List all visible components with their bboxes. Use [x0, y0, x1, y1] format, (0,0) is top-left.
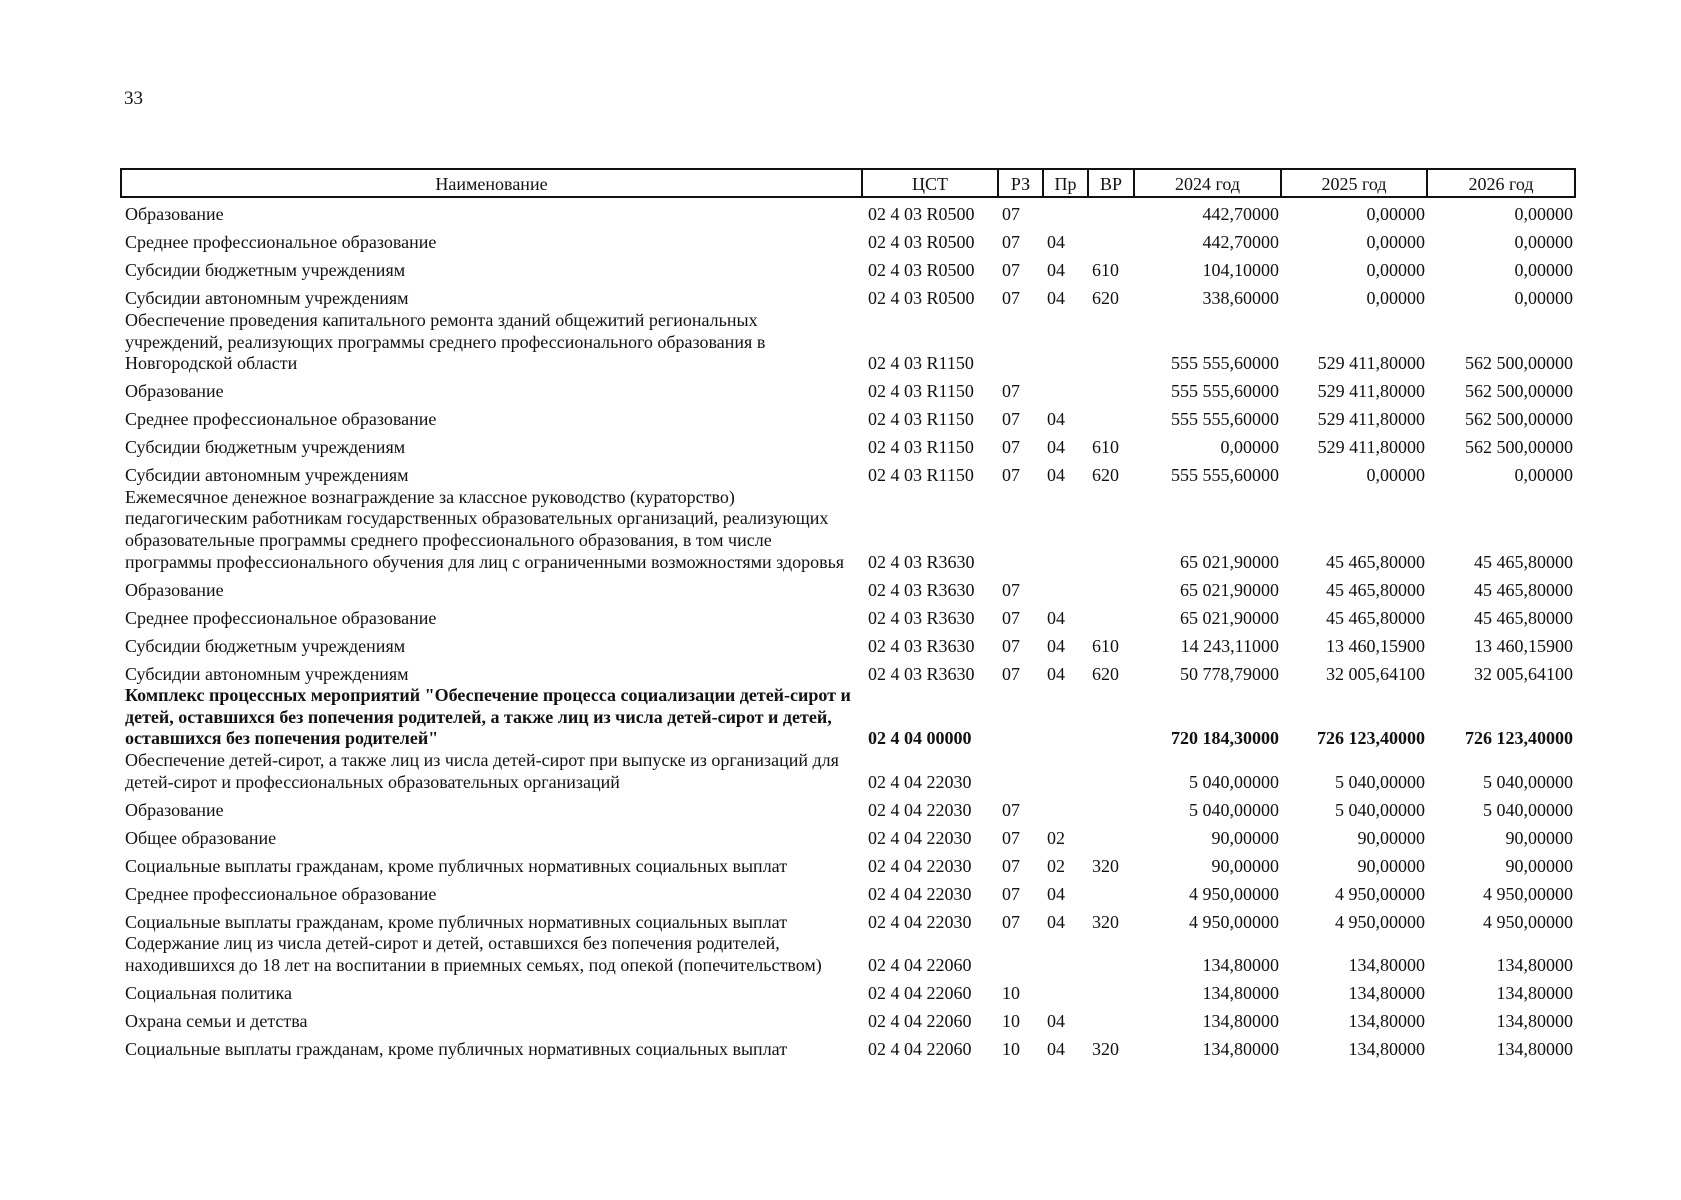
cell-pr: 04	[1047, 1010, 1065, 1031]
cell-vr	[1088, 750, 1134, 793]
cell-2026: 726 123,40000	[1465, 728, 1573, 749]
cell-pr: 04	[1047, 911, 1065, 932]
table-row	[121, 905, 1575, 933]
cell-2025: 90,00000	[1357, 827, 1425, 848]
cell-rz: 07	[1002, 381, 1020, 402]
cell-2025: 4 950,00000	[1335, 883, 1425, 904]
cell-vr	[1088, 821, 1134, 849]
cell-2024: 50 778,79000	[1180, 663, 1279, 684]
cell-2024: 90,00000	[1211, 827, 1279, 848]
cell-2026: 32 005,64100	[1474, 663, 1573, 684]
cell-cst: 02 4 03 R3630	[868, 635, 975, 656]
cell-2026: 0,00000	[1514, 204, 1573, 225]
cell-cst: 02 4 03 R0500	[868, 232, 975, 253]
header-2026: 2026 год	[1427, 169, 1575, 197]
cell-2026: 90,00000	[1505, 827, 1573, 848]
cell-rz	[998, 487, 1043, 573]
cell-2025: 134,80000	[1348, 982, 1425, 1003]
cell-rz: 07	[1002, 911, 1020, 932]
table-row	[121, 976, 1575, 1004]
cell-2025: 5 040,00000	[1335, 799, 1425, 820]
cell-name: Социальные выплаты гражданам, кроме публичных нормативных социальных выплат	[125, 855, 788, 876]
cell-2026: 5 040,00000	[1483, 799, 1573, 820]
cell-vr: 620	[1092, 663, 1119, 684]
cell-2026: 562 500,00000	[1465, 381, 1573, 402]
cell-name: Среднее профессиональное образование	[125, 232, 437, 253]
cell-2025: 529 411,80000	[1317, 381, 1425, 402]
cell-pr: 04	[1047, 437, 1065, 458]
cell-2024: 134,80000	[1202, 982, 1279, 1003]
cell-vr	[1088, 685, 1134, 750]
page-number: 33	[124, 88, 143, 109]
cell-2025: 134,80000	[1348, 1038, 1425, 1059]
cell-pr: 04	[1047, 409, 1065, 430]
cell-vr: 320	[1092, 1038, 1119, 1059]
cell-cst: 02 4 04 22030	[868, 771, 972, 792]
cell-vr	[1088, 1004, 1134, 1032]
cell-2024: 4 950,00000	[1189, 883, 1279, 904]
table-row	[121, 459, 1575, 487]
cell-name: Социальные выплаты гражданам, кроме публичных нормативных социальных выплат	[125, 1038, 788, 1059]
header-pr: Пр	[1043, 169, 1088, 197]
cell-vr	[1088, 310, 1134, 375]
cell-cst: 02 4 03 R0500	[868, 288, 975, 309]
cell-2025: 45 465,80000	[1326, 551, 1425, 572]
table-row	[121, 750, 1575, 793]
table-row	[121, 601, 1575, 629]
cell-cst: 02 4 04 22030	[868, 883, 972, 904]
cell-2025: 32 005,64100	[1326, 663, 1425, 684]
cell-pr: 04	[1047, 883, 1065, 904]
cell-cst: 02 4 03 R1150	[868, 437, 974, 458]
cell-cst: 02 4 03 R3630	[868, 663, 975, 684]
cell-vr: 610	[1092, 437, 1119, 458]
cell-name: Образование	[125, 204, 224, 225]
table-row	[121, 375, 1575, 403]
cell-2026: 134,80000	[1496, 982, 1573, 1003]
cell-2026: 0,00000	[1514, 465, 1573, 486]
cell-2025: 0,00000	[1366, 260, 1425, 281]
cell-rz: 07	[1002, 232, 1020, 253]
cell-pr	[1043, 750, 1088, 793]
cell-2024: 65 021,90000	[1180, 607, 1279, 628]
table-row	[121, 933, 1575, 976]
cell-cst: 02 4 03 R3630	[868, 551, 975, 572]
header-rz: РЗ	[998, 169, 1043, 197]
cell-rz: 10	[1002, 1010, 1020, 1031]
cell-2024: 442,70000	[1202, 232, 1279, 253]
cell-name: Среднее профессиональное образование	[125, 409, 437, 430]
cell-pr: 04	[1047, 1038, 1065, 1059]
cell-pr: 02	[1047, 827, 1065, 848]
cell-2025: 4 950,00000	[1335, 911, 1425, 932]
cell-cst: 02 4 03 R0500	[868, 260, 975, 281]
cell-2024: 4 950,00000	[1189, 911, 1279, 932]
cell-2024: 720 184,30000	[1171, 728, 1279, 749]
cell-cst: 02 4 03 R1150	[868, 353, 974, 374]
cell-cst: 02 4 03 R1150	[868, 381, 974, 402]
cell-2024: 555 555,60000	[1171, 409, 1279, 430]
table-row	[121, 282, 1575, 310]
cell-2025: 134,80000	[1348, 954, 1425, 975]
cell-pr	[1043, 976, 1088, 1004]
cell-vr	[1088, 197, 1134, 226]
cell-2024: 555 555,60000	[1171, 381, 1279, 402]
table-row	[121, 1004, 1575, 1032]
table-row	[121, 657, 1575, 685]
cell-2026: 0,00000	[1514, 232, 1573, 253]
cell-2026: 0,00000	[1514, 288, 1573, 309]
cell-2026: 45 465,80000	[1474, 551, 1573, 572]
cell-2025: 529 411,80000	[1317, 437, 1425, 458]
cell-vr	[1088, 877, 1134, 905]
cell-name: Субсидии бюджетным учреждениям	[125, 260, 406, 281]
cell-name: Образование	[125, 579, 224, 600]
cell-rz: 07	[1002, 883, 1020, 904]
cell-cst: 02 4 04 22030	[868, 855, 972, 876]
cell-rz: 07	[1002, 579, 1020, 600]
cell-vr: 610	[1092, 635, 1119, 656]
cell-2025: 529 411,80000	[1317, 409, 1425, 430]
cell-2026: 134,80000	[1496, 1010, 1573, 1031]
cell-pr: 02	[1047, 855, 1065, 876]
cell-2025: 726 123,40000	[1317, 728, 1425, 749]
cell-pr	[1043, 310, 1088, 375]
table-row	[121, 629, 1575, 657]
cell-pr: 04	[1047, 465, 1065, 486]
cell-cst: 02 4 04 00000	[868, 728, 972, 749]
table-row	[121, 310, 1575, 375]
budget-table	[120, 168, 1576, 1060]
cell-rz	[998, 685, 1043, 750]
cell-2026: 90,00000	[1505, 855, 1573, 876]
cell-2026: 13 460,15900	[1474, 635, 1573, 656]
header-cst: ЦСТ	[862, 169, 998, 197]
table-row	[121, 849, 1575, 877]
table-row	[121, 793, 1575, 821]
cell-2025: 45 465,80000	[1326, 579, 1425, 600]
table-row	[121, 821, 1575, 849]
table-row	[121, 685, 1575, 750]
table-header-row	[121, 169, 1575, 197]
cell-vr: 320	[1092, 911, 1119, 932]
cell-rz: 07	[1002, 799, 1020, 820]
cell-name: Субсидии бюджетным учреждениям	[125, 437, 406, 458]
cell-name: Субсидии автономным учреждениям	[125, 288, 409, 309]
header-name: Наименование	[121, 169, 862, 197]
cell-name: Обеспечение детей-сирот, а также лиц из числа детей-сирот при выпуске из организаций для детей-сирот и профессиональных образовательных организаций	[125, 749, 839, 792]
cell-pr	[1043, 573, 1088, 601]
cell-vr	[1088, 976, 1134, 1004]
cell-name: Образование	[125, 381, 224, 402]
cell-name: Обеспечение проведения капитального ремонта зданий общежитий региональных учреждений, реализующих программы среднего профессионального образования в Новгородской области	[125, 310, 766, 374]
cell-vr	[1088, 933, 1134, 976]
cell-rz: 07	[1002, 204, 1020, 225]
cell-rz: 07	[1002, 437, 1020, 458]
cell-cst: 02 4 03 R3630	[868, 607, 975, 628]
cell-2024: 65 021,90000	[1180, 579, 1279, 600]
table-row	[121, 877, 1575, 905]
cell-pr	[1043, 685, 1088, 750]
cell-pr: 04	[1047, 260, 1065, 281]
cell-name: Содержание лиц из числа детей-сирот и детей, оставшихся без попечения родителей, находившихся до 18 лет на воспитании в приемных семьях, под опекой (попечительством)	[125, 933, 822, 975]
table-row	[121, 431, 1575, 459]
cell-2026: 0,00000	[1514, 260, 1573, 281]
cell-2026: 5 040,00000	[1483, 771, 1573, 792]
cell-2026: 4 950,00000	[1483, 883, 1573, 904]
cell-2026: 4 950,00000	[1483, 911, 1573, 932]
cell-2024: 65 021,90000	[1180, 551, 1279, 572]
table-row	[121, 226, 1575, 254]
cell-2025: 529 411,80000	[1317, 353, 1425, 374]
cell-rz: 10	[1002, 1038, 1020, 1059]
cell-cst: 02 4 03 R1150	[868, 465, 974, 486]
cell-cst: 02 4 04 22030	[868, 799, 972, 820]
cell-2024: 5 040,00000	[1189, 771, 1279, 792]
cell-2025: 13 460,15900	[1326, 635, 1425, 656]
cell-rz: 07	[1002, 607, 1020, 628]
header-2024: 2024 год	[1134, 169, 1281, 197]
cell-name: Общее образование	[125, 827, 277, 848]
table-body	[121, 197, 1575, 1060]
cell-2024: 555 555,60000	[1171, 353, 1279, 374]
cell-pr	[1043, 375, 1088, 403]
cell-2026: 134,80000	[1496, 1038, 1573, 1059]
cell-rz	[998, 310, 1043, 375]
cell-name: Среднее профессиональное образование	[125, 883, 437, 904]
cell-2024: 0,00000	[1220, 437, 1279, 458]
cell-pr: 04	[1047, 635, 1065, 656]
header-2025: 2025 год	[1281, 169, 1427, 197]
cell-rz: 07	[1002, 855, 1020, 876]
table-row	[121, 573, 1575, 601]
cell-cst: 02 4 04 22060	[868, 982, 972, 1003]
cell-cst: 02 4 03 R1150	[868, 409, 974, 430]
cell-vr	[1088, 793, 1134, 821]
cell-2025: 0,00000	[1366, 204, 1425, 225]
cell-name: Субсидии автономным учреждениям	[125, 663, 409, 684]
cell-2024: 134,80000	[1202, 954, 1279, 975]
cell-2025: 0,00000	[1366, 288, 1425, 309]
cell-2026: 562 500,00000	[1465, 353, 1573, 374]
cell-pr: 04	[1047, 663, 1065, 684]
cell-name: Социальная политика	[125, 982, 292, 1003]
cell-rz	[998, 750, 1043, 793]
cell-cst: 02 4 04 22060	[868, 954, 972, 975]
table-row	[121, 487, 1575, 573]
cell-rz: 07	[1002, 409, 1020, 430]
cell-2024: 104,10000	[1202, 260, 1279, 281]
cell-vr	[1088, 375, 1134, 403]
cell-rz: 10	[1002, 982, 1020, 1003]
cell-2024: 338,60000	[1202, 288, 1279, 309]
cell-2026: 134,80000	[1496, 954, 1573, 975]
table-row	[121, 197, 1575, 226]
cell-vr	[1088, 226, 1134, 254]
cell-rz: 07	[1002, 635, 1020, 656]
cell-cst: 02 4 03 R0500	[868, 204, 975, 225]
cell-2025: 5 040,00000	[1335, 771, 1425, 792]
cell-pr: 04	[1047, 232, 1065, 253]
cell-2024: 5 040,00000	[1189, 799, 1279, 820]
cell-vr	[1088, 403, 1134, 431]
cell-2026: 562 500,00000	[1465, 409, 1573, 430]
cell-2024: 555 555,60000	[1171, 465, 1279, 486]
cell-2024: 14 243,11000	[1180, 635, 1279, 656]
cell-vr: 610	[1092, 260, 1119, 281]
cell-2025: 134,80000	[1348, 1010, 1425, 1031]
cell-name: Охрана семьи и детства	[125, 1010, 308, 1031]
cell-vr: 620	[1092, 288, 1119, 309]
cell-rz: 07	[1002, 465, 1020, 486]
table-row	[121, 403, 1575, 431]
cell-rz	[998, 933, 1043, 976]
cell-2024: 442,70000	[1202, 204, 1279, 225]
cell-name: Образование	[125, 799, 224, 820]
cell-2025: 45 465,80000	[1326, 607, 1425, 628]
cell-vr	[1088, 487, 1134, 573]
cell-vr	[1088, 601, 1134, 629]
cell-pr	[1043, 487, 1088, 573]
cell-rz: 07	[1002, 827, 1020, 848]
table-row	[121, 254, 1575, 282]
cell-pr	[1043, 793, 1088, 821]
cell-2025: 90,00000	[1357, 855, 1425, 876]
cell-2026: 45 465,80000	[1474, 579, 1573, 600]
cell-rz: 07	[1002, 288, 1020, 309]
cell-name: Среднее профессиональное образование	[125, 607, 437, 628]
cell-vr: 320	[1092, 855, 1119, 876]
cell-pr	[1043, 197, 1088, 226]
cell-vr	[1088, 573, 1134, 601]
cell-cst: 02 4 03 R3630	[868, 579, 975, 600]
cell-name: Комплекс процессных мероприятий "Обеспечение процесса социализации детей-сирот и детей, оставшихся без попечения родителей, а также лиц из числа детей-сирот и детей, оставшихся без попечения родителей"	[125, 685, 851, 749]
cell-pr: 04	[1047, 288, 1065, 309]
cell-pr: 04	[1047, 607, 1065, 628]
cell-2025: 0,00000	[1366, 232, 1425, 253]
cell-cst: 02 4 04 22030	[868, 827, 972, 848]
header-vr: ВР	[1088, 169, 1134, 197]
cell-pr	[1043, 933, 1088, 976]
cell-name: Социальные выплаты гражданам, кроме публичных нормативных социальных выплат	[125, 911, 788, 932]
cell-2025: 0,00000	[1366, 465, 1425, 486]
cell-name: Ежемесячное денежное вознаграждение за классное руководство (кураторство) педагогическим работникам государственных образовательных организаций, реализующих образовательные программы среднего профессионального образования, в том числе программы профессионального обучения для лиц с ограниченными возможностями здоровья	[125, 486, 845, 572]
cell-name: Субсидии автономным учреждениям	[125, 465, 409, 486]
cell-2024: 134,80000	[1202, 1010, 1279, 1031]
cell-2026: 45 465,80000	[1474, 607, 1573, 628]
cell-2024: 134,80000	[1202, 1038, 1279, 1059]
cell-2026: 562 500,00000	[1465, 437, 1573, 458]
cell-cst: 02 4 04 22030	[868, 911, 972, 932]
cell-vr: 620	[1092, 465, 1119, 486]
cell-rz: 07	[1002, 260, 1020, 281]
cell-2024: 90,00000	[1211, 855, 1279, 876]
cell-rz: 07	[1002, 663, 1020, 684]
cell-cst: 02 4 04 22060	[868, 1010, 972, 1031]
cell-cst: 02 4 04 22060	[868, 1038, 972, 1059]
table-row	[121, 1032, 1575, 1060]
cell-name: Субсидии бюджетным учреждениям	[125, 635, 406, 656]
